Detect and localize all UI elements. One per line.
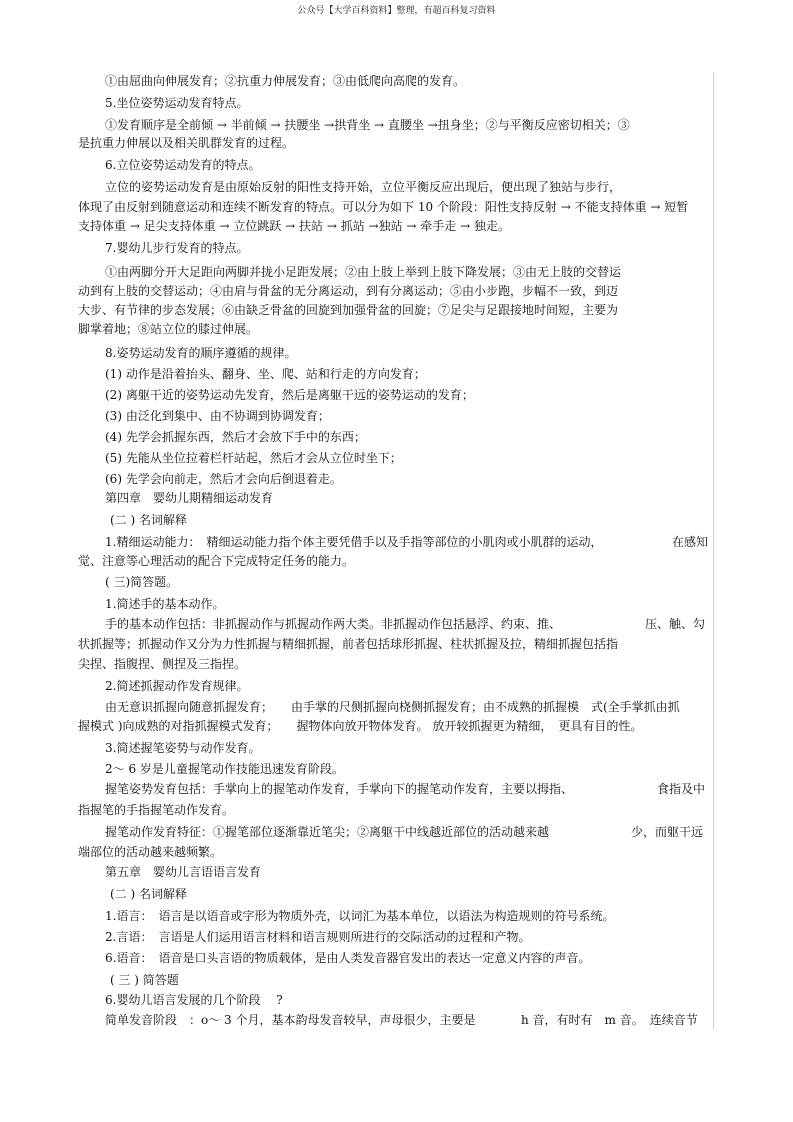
chapter-heading: 第五章 婴幼儿言语语言发育 (105, 865, 262, 879)
section-heading: 8.姿势运动发育的顺序遵循的规律。 (105, 346, 297, 360)
section-heading: 7.婴幼儿步行发育的特点。 (105, 241, 249, 255)
text-line: 握模式 )向成熟的对指抓握模式发育； 握物体向放开物体发育。 放开较抓握更为精细， 更具有目的性。 (78, 719, 643, 733)
list-item: (3) 由泛化到集中、由不协调到协调发育； (105, 409, 330, 423)
text-line: 6.语音： 语音是口头言语的物质载体，是由人类发音器官发出的表达一定意义内容的声音。 (105, 951, 591, 965)
text-line: ①发育顺序是全前倾 → 半前倾 → 扶腰坐 →拱背坐 → 直腰坐 →扭身坐；②与平衡反应密切相关；③ (105, 118, 630, 132)
text-line: 指握笔的手指握笔动作发育。 (78, 803, 235, 817)
subsection-heading: ( 三 ) 简答题 (110, 973, 179, 987)
subsection-heading: (二 ) 名词解释 (110, 513, 187, 527)
text-line: 立位的姿势运动发育是由原始反射的阳性支持开始，立位平衡反应出现后，便出现了独站与步行， (105, 180, 622, 194)
text-line: 压、触、勾 (645, 617, 706, 631)
section-heading: 6.立位姿势运动发育的特点。 (105, 158, 261, 172)
text-line: 少，而躯干远 (631, 825, 704, 839)
text-line: 尖捏、指腹捏、侧捏及三指捏。 (78, 657, 247, 671)
text-line: 状抓握等；抓握动作又分为力性抓握与精细抓握，前者包括球形抓握、柱状抓握及拉，精细抓握包括指 (78, 637, 619, 651)
list-item: (2) 离躯干近的姿势运动先发育，然后是离躯干远的姿势运动的发育； (105, 388, 474, 402)
text-line: 握笔姿势发育包括：手掌向上的握笔动作发育，手掌向下的握笔动作发育，主要以拇指、 (105, 782, 574, 796)
page-header: 公众号【大学百科资料】整理，有超百科复习资料 (297, 6, 496, 16)
text-line: 手的基本动作包括：非抓握动作与抓握动作两大类。非抓握动作包括悬浮、约束、推、 (105, 617, 562, 631)
subsection-heading: ( 三)简答题。 (105, 575, 179, 589)
text-line: 食指及中 (657, 782, 706, 796)
text-line: 简单发音阶段 ：o～ 3 个月，基本韵母发音较早，声母很少，主要是 (105, 1013, 476, 1027)
list-item: (1) 动作是沿着抬头、翻身、坐、爬、站和行走的方向发育； (105, 367, 426, 381)
text-line: ①由屈曲向伸展发育；②抗重力伸展发育；③由低爬向高爬的发育。 (105, 74, 466, 88)
text-line: ①由两脚分开大足距向两脚并拢小足距发展；②由上肢上举到上肢下降发展；③由无上肢的交替运 (105, 265, 622, 279)
section-heading: 2.简述抓握动作发育规律。 (105, 679, 249, 693)
text-line: h 音，有时有 m 音。 连续音节 (521, 1013, 698, 1027)
text-line: 体现了由反射到随意运动和连续不断发育的特点。可以分为如下 10 个阶段：阳性支持反射 → 不能支持体重 → 短暂 (78, 200, 689, 214)
subsection-heading: (二 ) 名词解释 (110, 887, 187, 901)
text-line: 由无意识抓握向随意抓握发育； 由手掌的尺侧抓握向桡侧抓握发育；由不成熟的抓握模 式(全手掌抓由抓 (105, 700, 680, 714)
list-item: (5) 先能从坐位拉着栏杆站起，然后才会从立位时坐下； (105, 451, 402, 465)
chapter-heading: 第四章 婴幼儿期精细运动发育 (105, 491, 274, 505)
section-heading: 3.简述握笔姿势与动作发育。 (105, 741, 261, 755)
text-line: 2～ 6 岁是儿童握笔动作技能迅速发育阶段。 (105, 762, 344, 776)
text-line: 大步、有节律的步态发展；⑥由缺乏骨盆的回旋到加强骨盆的回旋；⑦足尖与足跟接地时间短，主要为 (78, 303, 619, 317)
text-line: 脚掌着地；⑧站立位的膝过伸展。 (78, 322, 259, 336)
text-line: 觉、注意等心理活动的配合下完成特定任务的能力。 (78, 554, 355, 568)
text-line: 1.精细运动能力： 精细运动能力指个体主要凭借手以及手指等部位的小肌肉或小肌群的运动， (105, 535, 603, 549)
section-heading: 1.简述手的基本动作。 (105, 597, 225, 611)
text-line: 端部位的活动越来越频繁。 (78, 845, 223, 859)
text-line: 支持体重 → 足尖支持体重 → 立位跳跃 → 扶站 → 抓站 →独站 → 牵手走 → 独走。 (78, 219, 510, 233)
text-line: 2.言语： 言语是人们运用语言材料和语言规则所进行的交际活动的过程和产物。 (105, 930, 531, 944)
text-line: 动到有上肢的交替运动；④由肩与骨盆的无分离运动，到有分离运动；⑤由小步跑，步幅不一致，到迈 (78, 284, 619, 298)
list-item: (6) 先学会向前走，然后才会向后倒退着走。 (105, 472, 342, 486)
section-heading: 6.婴幼儿语言发展的几个阶段 ? (105, 993, 283, 1007)
text-line: 是抗重力伸展以及相关肌群发育的过程。 (78, 136, 295, 150)
text-line: 1.语言： 语言是以语音或字形为物质外壳，以词汇为基本单位，以语法为构造规则的符号系统。 (105, 909, 615, 923)
list-item: (4) 先学会抓握东西，然后才会放下手中的东西； (105, 430, 366, 444)
text-line: 在感知 (672, 535, 709, 549)
section-heading: 5.坐位姿势运动发育特点。 (105, 96, 249, 110)
text-line: 握笔动作发育特征：①握笔部位逐渐靠近笔尖；②离躯干中线越近部位的活动越来越 (105, 825, 550, 839)
